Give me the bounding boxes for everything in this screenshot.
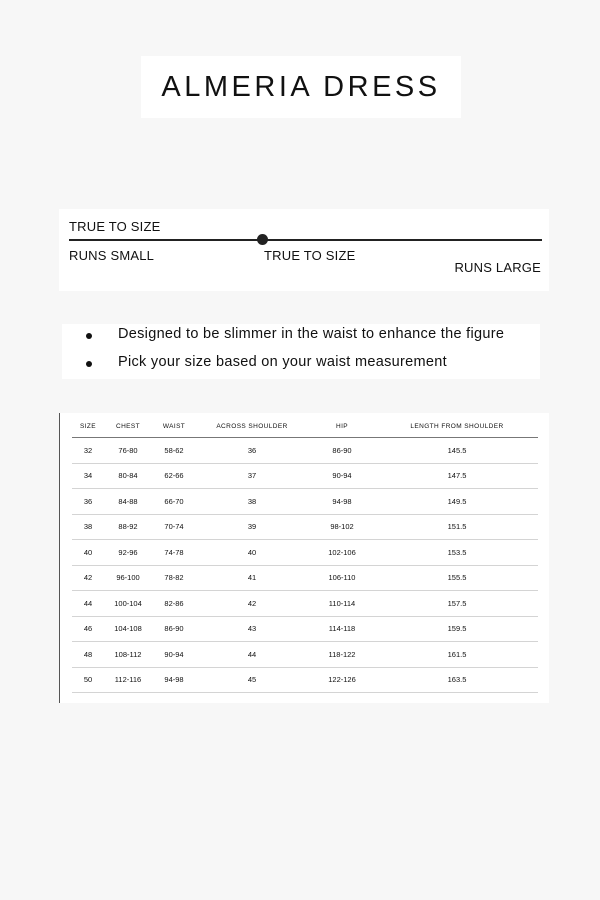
size-chart-table [72, 415, 538, 693]
chest-cell: 104-108 [104, 616, 152, 642]
hip-cell: 114-118 [308, 616, 376, 642]
hip-cell: 106-110 [308, 565, 376, 591]
table-row [72, 540, 538, 566]
table-row [72, 489, 538, 515]
length-cell: 159.5 [376, 616, 538, 642]
across-shoulder-cell: 41 [196, 565, 308, 591]
waist-cell: 74-78 [152, 540, 196, 566]
table-row [72, 591, 538, 617]
across-shoulder-cell: 39 [196, 514, 308, 540]
waist-cell: 70-74 [152, 514, 196, 540]
waist-cell: 62-66 [152, 463, 196, 489]
chest-cell: 76-80 [104, 438, 152, 464]
chest-cell: 96-100 [104, 565, 152, 591]
table-row [72, 514, 538, 540]
fit-label-runs-large: RUNS LARGE [454, 260, 541, 275]
across-shoulder-cell: 43 [196, 616, 308, 642]
table-row [72, 438, 538, 464]
hip-cell: 122-126 [308, 667, 376, 693]
hip-cell: 86-90 [308, 438, 376, 464]
length-cell: 163.5 [376, 667, 538, 693]
fit-scale-line [69, 239, 542, 241]
chest-cell: 92-96 [104, 540, 152, 566]
length-cell: 145.5 [376, 438, 538, 464]
table-row [72, 565, 538, 591]
list-item [62, 324, 540, 348]
length-cell: 147.5 [376, 463, 538, 489]
header-size: SIZE [72, 415, 104, 438]
waist-cell: 82-86 [152, 591, 196, 617]
length-cell: 151.5 [376, 514, 538, 540]
note-text: Designed to be slimmer in the waist to enhance the figure [118, 326, 505, 342]
across-shoulder-cell: 44 [196, 642, 308, 668]
across-shoulder-cell: 38 [196, 489, 308, 515]
size-cell: 50 [72, 667, 104, 693]
fit-heading: TRUE TO SIZE [69, 219, 161, 234]
size-cell: 40 [72, 540, 104, 566]
length-cell: 153.5 [376, 540, 538, 566]
size-chart-card [59, 413, 549, 703]
size-cell: 48 [72, 642, 104, 668]
fit-scale-card [59, 209, 549, 291]
list-item [62, 352, 540, 376]
fit-label-true-to-size: TRUE TO SIZE [264, 248, 356, 263]
hip-cell: 94-98 [308, 489, 376, 515]
waist-cell: 90-94 [152, 642, 196, 668]
header-chest: CHEST [104, 415, 152, 438]
across-shoulder-cell: 40 [196, 540, 308, 566]
across-shoulder-cell: 36 [196, 438, 308, 464]
chest-cell: 88-92 [104, 514, 152, 540]
fit-notes [62, 324, 540, 379]
size-cell: 34 [72, 463, 104, 489]
table-row [72, 463, 538, 489]
size-cell: 36 [72, 489, 104, 515]
chest-cell: 84-88 [104, 489, 152, 515]
chest-cell: 100-104 [104, 591, 152, 617]
size-chart-body [72, 438, 538, 693]
hip-cell: 118-122 [308, 642, 376, 668]
size-cell: 42 [72, 565, 104, 591]
across-shoulder-cell: 37 [196, 463, 308, 489]
note-text: Pick your size based on your waist measurement [118, 354, 447, 370]
size-cell: 32 [72, 438, 104, 464]
header-across-shoulder: ACROSS SHOULDER [196, 415, 308, 438]
waist-cell: 78-82 [152, 565, 196, 591]
hip-cell: 110-114 [308, 591, 376, 617]
size-cell: 46 [72, 616, 104, 642]
bullet-icon [86, 333, 92, 339]
bullet-icon [86, 361, 92, 367]
fit-label-runs-small: RUNS SMALL [69, 248, 155, 263]
table-row [72, 642, 538, 668]
table-row [72, 616, 538, 642]
hip-cell: 90-94 [308, 463, 376, 489]
table-header-row [72, 415, 538, 438]
product-title: ALMERIA DRESS [161, 70, 441, 103]
size-cell: 38 [72, 514, 104, 540]
waist-cell: 58-62 [152, 438, 196, 464]
hip-cell: 102-106 [308, 540, 376, 566]
waist-cell: 86-90 [152, 616, 196, 642]
fit-marker [257, 234, 268, 245]
length-cell: 157.5 [376, 591, 538, 617]
header-hip: HIP [308, 415, 376, 438]
chest-cell: 112-116 [104, 667, 152, 693]
header-waist: WAIST [152, 415, 196, 438]
size-cell: 44 [72, 591, 104, 617]
hip-cell: 98-102 [308, 514, 376, 540]
length-cell: 155.5 [376, 565, 538, 591]
waist-cell: 94-98 [152, 667, 196, 693]
across-shoulder-cell: 45 [196, 667, 308, 693]
chest-cell: 108-112 [104, 642, 152, 668]
table-row [72, 667, 538, 693]
title-card [141, 56, 461, 118]
header-length-from-shoulder: LENGTH FROM SHOULDER [376, 415, 538, 438]
across-shoulder-cell: 42 [196, 591, 308, 617]
chest-cell: 80-84 [104, 463, 152, 489]
waist-cell: 66-70 [152, 489, 196, 515]
length-cell: 161.5 [376, 642, 538, 668]
length-cell: 149.5 [376, 489, 538, 515]
